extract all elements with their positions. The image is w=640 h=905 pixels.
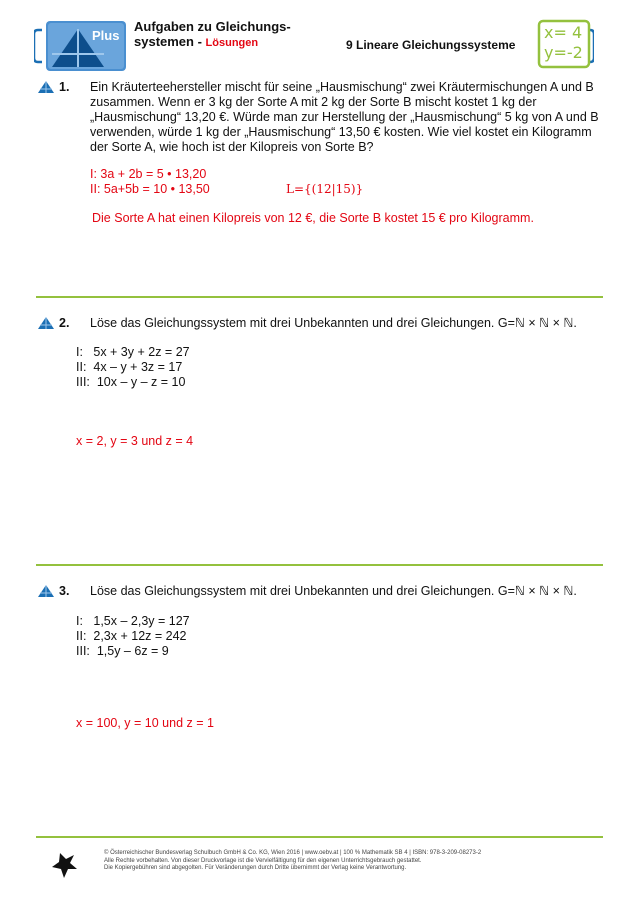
- footer-copyright: [104, 850, 481, 873]
- answer-text: x = 100, y = 10 und z = 1: [76, 716, 214, 730]
- answer-text: Die Sorte A hat einen Kilopreis von 12 €, die Sorte B kostet 15 € pro Kilogramm.: [92, 211, 534, 225]
- task-number: 3.: [59, 584, 70, 598]
- title-line-1: Aufgaben zu Gleichungs-: [134, 19, 291, 34]
- footer-line: © Österreichischer Bundesverlag Schulbuch GmbH & Co. KG, Wien 2016 | www.oebv.at | 100 % Mathematik SB 4 | ISBN: 978-3-209-08273-2: [104, 850, 482, 856]
- task-text: Löse das Gleichungssystem mit drei Unbekannten und drei Gleichungen. G=ℕ × ℕ × ℕ.: [90, 584, 577, 598]
- section-divider: [36, 296, 603, 298]
- task-text: Löse das Gleichungssystem mit drei Unbekannten und drei Gleichungen. G=ℕ × ℕ × ℕ.: [90, 316, 577, 330]
- footer-line: Alle Rechte vorbehalten. Von dieser Druckvorlage ist die Vervielfältigung für den eigenen Unterrichtsgebrauch gestattet.: [104, 857, 422, 864]
- triangle-icon: [38, 317, 54, 329]
- task-number: 1.: [59, 80, 70, 94]
- equation-line: I: 1,5x – 2,3y = 127: [76, 614, 190, 628]
- equation-line: II: 5a+5b = 10 • 13,50: [90, 182, 210, 196]
- chapter-heading: 9 Lineare Gleichungssysteme: [346, 38, 516, 52]
- equation-line: II: 4x – y + 3z = 17: [76, 360, 183, 374]
- section-divider: [36, 564, 603, 566]
- footer-line: Die Kopiergebühren sind abgegolten. Für Veränderungen durch Dritte übernimmt der Verlag keine Verantwortung.: [104, 865, 407, 871]
- title-line-2: [134, 34, 291, 51]
- xy-badge-line-1: x= 4: [544, 23, 583, 42]
- equation-line: I: 3a + 2b = 5 • 13,20: [90, 167, 207, 181]
- solution-set: L={(12|15)}: [286, 182, 364, 196]
- equation-line: I: 5x + 3y + 2z = 27: [76, 345, 190, 359]
- equation-line: II: 2,3x + 12z = 242: [76, 629, 187, 643]
- xy-badge-line-2: y=-2: [544, 43, 583, 62]
- plus-logo-label: Plus: [92, 28, 120, 43]
- task-number: 2.: [59, 316, 70, 330]
- triangle-icon: [38, 585, 54, 597]
- answer-text: x = 2, y = 3 und z = 4: [76, 434, 194, 448]
- section-divider: [36, 836, 603, 838]
- title-line-2-text: systemen -: [134, 34, 206, 49]
- triangle-icon: [38, 81, 54, 93]
- publisher-logo-icon: [50, 851, 78, 879]
- equation-line: III: 1,5y – 6z = 9: [76, 644, 169, 658]
- equation-line: III: 10x – y – z = 10: [76, 375, 186, 389]
- title-solutions-label: Lösungen: [205, 37, 259, 49]
- worksheet-title: [134, 19, 291, 51]
- xy-badge: [537, 19, 591, 69]
- task-text: Ein Kräuterteehersteller mischt für seine „Hausmischung“ zwei Kräutermischungen A und B zusammen. Wenn er 3 kg der Sorte A mit 2 kg der Sorte B mischt kostet 1 kg der „Hausmischung“ 13,20 €. Würde man zur Herstellung der „Hausmischung“ 5 kg von A und B verwenden, würde 1 kg der „Hausmischung“ 13,50 € kosten. Wie viel kostet ein Kilogramm der Sorte A, wie hoch ist der Kilopreis von Sorte B?: [90, 80, 599, 154]
